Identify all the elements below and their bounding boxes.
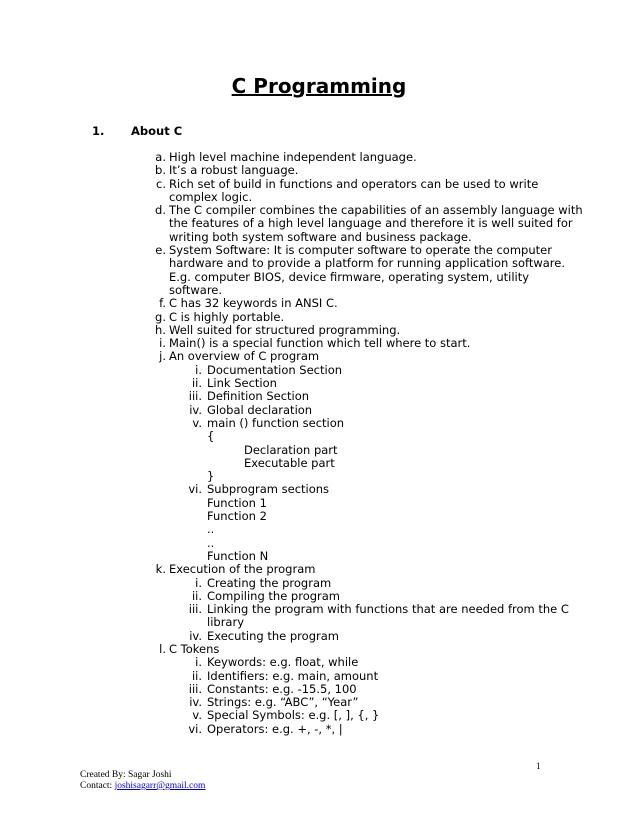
list-item	[0, 271, 638, 284]
list-item	[0, 404, 638, 417]
list-item-marker: iv.	[189, 402, 202, 417]
list-item-text: E.g. computer BIOS, device firmware, operating system, utility	[169, 269, 530, 284]
list-item-marker: i.	[195, 655, 202, 670]
list-item-text: main () function section	[207, 415, 345, 430]
list-item	[0, 257, 638, 270]
list-item-marker: i.	[159, 336, 166, 351]
list-item-text: C has 32 keywords in ANSI C.	[169, 296, 338, 311]
list-item	[0, 231, 638, 244]
list-item	[0, 337, 638, 350]
list-item-marker: d.	[155, 203, 166, 218]
section-number: 1.	[92, 124, 105, 138]
list-item	[0, 417, 638, 430]
list-item	[0, 430, 638, 443]
list-item-marker: ii.	[191, 668, 202, 683]
list-item-text: Constants: e.g. -15.5, 100	[207, 681, 357, 696]
list-item-text: ..	[207, 535, 215, 550]
list-item-marker: h.	[155, 322, 166, 337]
list-item	[0, 630, 638, 643]
list-item-marker: l.	[159, 641, 166, 656]
list-item	[0, 204, 638, 217]
list-item-marker: vi.	[188, 482, 202, 497]
list-item	[0, 590, 638, 603]
list-item	[0, 696, 638, 709]
footer-email-link[interactable]: joshisagarr@gmail.com	[114, 781, 206, 791]
list-item-marker: a.	[155, 150, 166, 164]
list-item	[0, 550, 638, 563]
list-item-text: Rich set of build in functions and operators can be used to write	[169, 176, 539, 191]
list-item-text: Documentation Section	[207, 362, 343, 377]
list-item	[0, 244, 638, 257]
footer-contact-label: Contact:	[80, 781, 115, 791]
list-item	[0, 709, 638, 722]
list-item-marker: v.	[192, 708, 202, 723]
list-item	[0, 616, 638, 629]
list-item-marker: iii.	[188, 389, 202, 404]
list-item-marker: ii.	[191, 376, 202, 391]
list-item	[0, 324, 638, 337]
list-item-text: Identifiers: e.g. main, amount	[207, 668, 379, 683]
list-item-text: ..	[207, 522, 215, 537]
list-item-text: It’s a robust language.	[169, 163, 299, 178]
list-item-marker: iv.	[189, 628, 202, 643]
list-item	[0, 364, 638, 377]
list-item-marker: g.	[155, 309, 166, 324]
list-item-text: writing both system software and business package.	[169, 229, 472, 244]
list-item	[0, 457, 638, 470]
list-item-marker: iii.	[188, 681, 202, 696]
list-item	[0, 537, 638, 550]
list-item-text: complex logic.	[169, 189, 253, 204]
list-item-marker: k.	[155, 562, 166, 577]
list-item	[0, 656, 638, 669]
list-item	[0, 483, 638, 496]
list-item	[0, 643, 638, 656]
list-item-marker: iii.	[188, 602, 202, 617]
list-item-text: Execution of the program	[169, 562, 316, 577]
list-item-marker: b.	[155, 163, 166, 178]
list-item-text: Function 2	[207, 509, 267, 524]
list-item-marker: v.	[192, 415, 202, 430]
list-item-text: Strings: e.g. “ABC”, “Year”	[207, 695, 359, 710]
list-item	[0, 510, 638, 523]
list-content	[0, 151, 638, 736]
list-item	[0, 523, 638, 536]
list-item	[0, 178, 638, 191]
list-item	[0, 444, 638, 457]
list-item-text: System Software: It is computer software to operate the computer	[169, 243, 552, 258]
list-item-text: }	[207, 469, 215, 484]
list-item-text: Keywords: e.g. float, while	[207, 655, 359, 670]
list-item-marker: vi.	[188, 721, 202, 736]
list-item	[0, 151, 638, 164]
list-item-text: Global declaration	[207, 402, 313, 417]
list-item-marker: i.	[195, 575, 202, 590]
list-item-text: library	[207, 615, 244, 630]
list-item-text: Declaration part	[244, 442, 338, 457]
list-item-text: High level machine independent language.	[169, 150, 417, 164]
list-item-text: {	[207, 429, 215, 444]
list-item	[0, 390, 638, 403]
list-item-text: Main() is a special function which tell where to start.	[169, 336, 471, 351]
page-number: 1	[536, 761, 541, 771]
list-item-text: Special Symbols: e.g. [, ], {, }	[207, 708, 380, 723]
section-heading	[0, 124, 638, 140]
list-item-text: An overview of C program	[169, 349, 320, 364]
footer-created-by: Created By: Sagar Joshi	[80, 770, 172, 780]
list-item-text: Executing the program	[207, 628, 339, 643]
list-item-text: the features of a high level language and therefore it is well suited for	[169, 216, 573, 231]
list-item	[0, 191, 638, 204]
list-item	[0, 723, 638, 736]
list-item-text: Definition Section	[207, 389, 310, 404]
list-item	[0, 217, 638, 230]
list-item-text: C is highly portable.	[169, 309, 285, 324]
footer	[80, 770, 205, 792]
list-item-text: Compiling the program	[207, 588, 341, 603]
list-item-text: C Tokens	[169, 641, 220, 656]
list-item	[0, 670, 638, 683]
list-item-text: Function 1	[207, 495, 267, 510]
list-item	[0, 297, 638, 310]
section-title: About C	[131, 124, 183, 138]
list-item-marker: ii.	[191, 588, 202, 603]
list-item	[0, 563, 638, 576]
list-item	[0, 350, 638, 363]
list-item-marker: j.	[159, 349, 166, 364]
list-item-text: Link Section	[207, 376, 277, 391]
list-item	[0, 497, 638, 510]
list-item-marker: i.	[195, 362, 202, 377]
list-item-text: The C compiler combines the capabilities of an assembly language with	[169, 203, 583, 218]
list-item-text: Executable part	[244, 455, 335, 470]
list-item-text: software.	[169, 282, 223, 297]
list-item-text: Operators: e.g. +, -, *, |	[207, 721, 343, 736]
footer-contact	[80, 781, 205, 792]
list-item-marker: iv.	[189, 695, 202, 710]
list-item-marker: e.	[155, 243, 166, 258]
list-item	[0, 577, 638, 590]
list-item	[0, 470, 638, 483]
list-item	[0, 377, 638, 390]
list-item-marker: f.	[159, 296, 166, 311]
list-item-text: Linking the program with functions that are needed from the C	[207, 602, 569, 617]
list-item-text: Function N	[207, 548, 269, 563]
list-item	[0, 683, 638, 696]
list-item-text: Subprogram sections	[207, 482, 330, 497]
list-item-text: Creating the program	[207, 575, 332, 590]
page-title: C Programming	[231, 74, 407, 98]
list-item-text: hardware and to provide a platform for running application software.	[169, 256, 566, 271]
list-item	[0, 603, 638, 616]
list-item-text: Well suited for structured programming.	[169, 322, 401, 337]
list-item	[0, 284, 638, 297]
list-item	[0, 311, 638, 324]
list-item-marker: c.	[156, 176, 166, 191]
list-item	[0, 164, 638, 177]
